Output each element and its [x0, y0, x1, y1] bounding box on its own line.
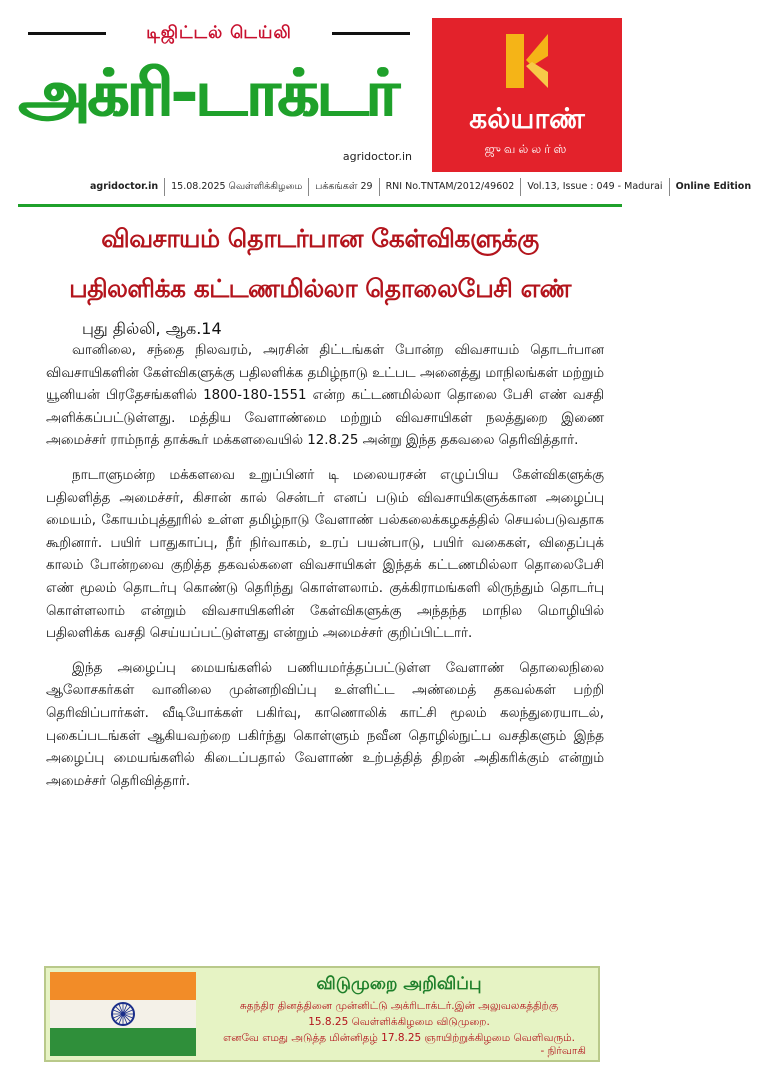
meta-pages: பக்கங்கள் 29	[308, 178, 378, 196]
headline-line-2: பதிலளிக்க கட்டணமில்லா தொலைபேசி எண்	[69, 274, 571, 303]
kalyan-k-logo-icon	[502, 32, 552, 90]
meta-date: 15.08.2025 வெள்ளிக்கிழமை	[164, 178, 308, 196]
notice-title: விடுமுறை அறிவிப்பு	[316, 974, 482, 994]
notice-line-2: 15.8.25 வெள்ளிக்கிழமை விடுமுறை.	[308, 1016, 490, 1028]
article-paragraph-1: வானிலை, சந்தை நிலவரம், அரசின் திட்டங்கள் போன்ற விவசாயம் தொடர்பான விவசாயிகளின் கேள்விகளுக்கு பதிலளிக்க தமிழ்நாடு உட்பட அனைத்து மாநிலங்கள் மற்றும் யூனியன் பிரதேசங்களில் 1800-180-1551 என்ற கட்டணமில்லா தொலை பேசி எண் வசதி அளிக்கப்பட்டுள்ளது. மத்திய வேளாண்மை மற்றும் விவசாயிகள் நலத்துறை இணை அமைச்சர் ராம்நாத் தாக்கூர் மக்களவையில் 12.8.25 அன்று இந்த தகவலை தெரிவித்தார்.	[46, 343, 604, 449]
indian-flag-icon	[50, 972, 196, 1056]
tagline-rule-right	[332, 32, 410, 35]
holiday-notice	[44, 966, 600, 1062]
article-paragraph-2: நாடாளுமன்ற மக்களவை உறுப்பினர் டி மலையரசன் எழுப்பிய கேள்விகளுக்கு பதிலளித்த அமைச்சர், கிசான் கால் சென்டர் எனப் படும் விவசாயிகளுக்கான அழைப்பு மையம், கோயம்புத்தூரில் உள்ள தமிழ்நாடு வேளாண் பல்கலைக்கழகத்தில் செயல்படுவதாக கூறினார். பயிர் பாதுகாப்பு, நீர் நிர்வாகம், உரப் பயன்பாடு, பயிர் வகைகள், விதைப்புக் காலம் போன்றவை குறித்த தகவல்களை விவசாயிகள் இந்தக் கட்டணமில்லா தொலைபேசி எண் மூலம் தொடர்பு கொண்டு தெரிந்து கொள்ளலாம். குக்கிராமங்களி லிருந்தும் தொடர்பு கொள்ளலாம் என்றும் விவசாயிகளின் கேள்விகளுக்கு அந்தந்த மாநில மொழியில் பதிலளிக்க வசதி செய்யப்பட்டுள்ளது என்றும் அமைச்சர் குறிப்பிட்டார்.	[46, 467, 604, 642]
tagline: டிஜிட்டல் டெய்லி	[146, 23, 292, 43]
notice-signature: - நிர்வாகி	[540, 1045, 586, 1057]
headline-line-1: விவசாயம் தொடர்பான கேள்விகளுக்கு	[101, 224, 539, 253]
brand-title: அக்ரி-டாக்டர்	[18, 57, 397, 131]
sponsor-subtitle: ஜுவல்லர்ஸ்	[484, 142, 570, 156]
ashoka-chakra-icon	[110, 1001, 136, 1027]
sponsor-ad[interactable]	[432, 18, 622, 172]
headline	[20, 214, 620, 314]
notice-line-1: சுதந்திர தினத்தினை முன்னிட்டு அக்ரிடாக்டர்.இன் அலுவலகத்திற்கு	[239, 1000, 559, 1012]
masthead-divider	[18, 204, 622, 207]
brand-url: agridoctor.in	[342, 150, 412, 163]
article-paragraph-3: இந்த அழைப்பு மையங்களில் பணியமர்த்தப்பட்டுள்ள வேளாண் தொலைநிலை ஆலோசகர்கள் வானிலை முன்னறிவிப்பு உள்ளிட்ட அண்மைத் தகவல்கள் பற்றி தெரிவிப்பார்கள். வீடியோக்கள் பகிர்வு, காணொலிக் காட்சி மூலம் கலந்துரையாடல், புகைப்படங்கள் ஆகியவற்றை பகிர்ந்து கொள்ளும் நவீன தொழில்நுட்ப வசதிகளும் இந்த அழைப்பு மையங்களில் கிடைப்பதால் வேளாண் உற்பத்தித் திறன் அதிகரிக்கும் என்றும் அமைச்சர் தெரிவித்தார்.	[46, 660, 604, 789]
meta-volume: Vol.13, Issue : 049 - Madurai	[520, 178, 668, 196]
tagline-rule-left	[28, 32, 106, 35]
article-body	[46, 318, 604, 793]
dateline: புது தில்லி, ஆக.14	[82, 319, 222, 338]
sponsor-name: கல்யாண்	[469, 102, 585, 135]
meta-edition: Online Edition	[669, 178, 757, 196]
tagline-row	[28, 22, 410, 44]
meta-rni: RNI No.TNTAM/2012/49602	[379, 178, 521, 196]
issue-meta-bar	[90, 178, 752, 196]
masthead	[0, 0, 752, 200]
notice-line-3: எனவே எமது அடுத்த மின்னிதழ் 17.8.25 ஞாயிற்றுக்கிழமை வெளிவரும்.	[223, 1032, 575, 1044]
meta-site[interactable]: agridoctor.in	[90, 181, 159, 192]
